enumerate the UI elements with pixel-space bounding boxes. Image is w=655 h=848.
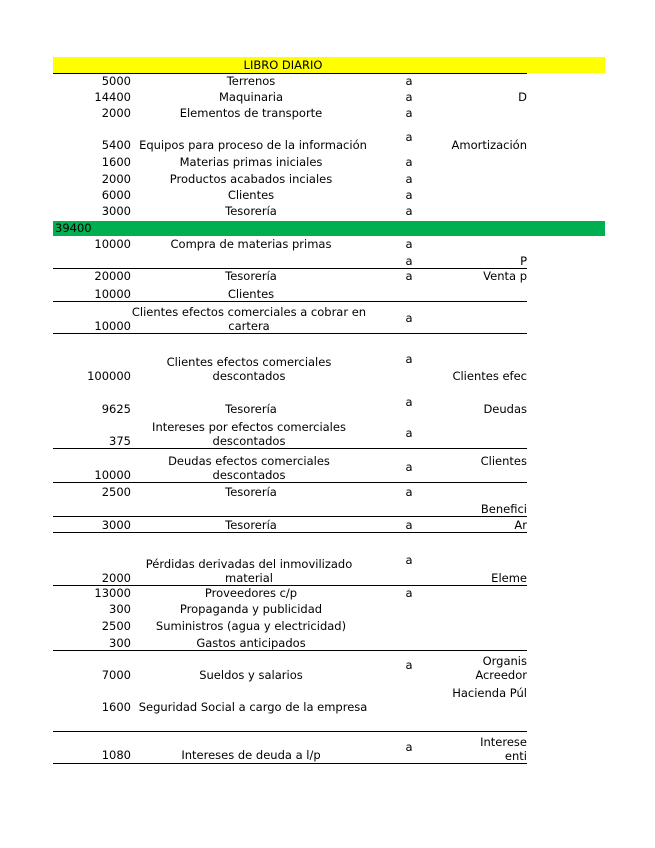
amount-cell[interactable]: 10000 <box>94 468 131 482</box>
connector-a: a <box>405 74 413 88</box>
account-cell[interactable]: Clientes <box>227 188 275 202</box>
connector-a: a <box>405 269 413 283</box>
amount-cell[interactable]: 2500 <box>101 485 131 499</box>
amount-cell[interactable]: 9625 <box>101 402 131 416</box>
entry-rule <box>53 301 527 302</box>
credit-account-cell[interactable]: Clientes efec <box>452 369 527 383</box>
account-cell[interactable]: Equipos para proceso de la información <box>139 138 367 152</box>
connector-a: a <box>405 460 413 474</box>
connector-a: a <box>405 658 413 672</box>
amount-cell[interactable]: 5400 <box>101 138 131 152</box>
credit-account-cell[interactable]: Benefici <box>480 502 527 516</box>
account-cell[interactable]: Clientes <box>227 287 275 301</box>
amount-cell[interactable]: 5000 <box>101 74 131 88</box>
connector-a: a <box>405 90 413 104</box>
entry-rule <box>53 763 527 764</box>
connector-a: a <box>405 553 413 567</box>
credit-account-cell[interactable]: Amortización <box>451 138 527 152</box>
connector-a: a <box>405 740 413 754</box>
connector-a: a <box>405 586 413 600</box>
credit-account-cell[interactable]: D <box>518 90 527 104</box>
account-cell[interactable]: Tesorería <box>225 402 277 416</box>
account-cell[interactable]: Intereses por efectos comerciales descontados <box>152 420 346 448</box>
connector-a: a <box>405 254 413 268</box>
connector-a: a <box>405 426 413 440</box>
entry-rule <box>53 650 527 651</box>
amount-cell[interactable]: 2000 <box>101 571 131 585</box>
account-cell[interactable]: Terrenos <box>226 74 276 88</box>
entry-rule <box>53 532 527 533</box>
amount-cell[interactable]: 6000 <box>101 188 131 202</box>
connector-a: a <box>405 106 413 120</box>
entry-rule <box>53 731 527 732</box>
credit-account-cell[interactable]: Interese <box>480 735 527 749</box>
account-cell[interactable]: Deudas efectos comerciales descontados <box>168 454 330 482</box>
credit-account-cell[interactable]: Ar <box>514 518 527 532</box>
amount-cell[interactable]: 1600 <box>101 155 131 169</box>
account-cell[interactable]: Proveedores c/p <box>204 586 298 600</box>
connector-a: a <box>405 188 413 202</box>
amount-cell[interactable]: 7000 <box>101 668 131 682</box>
amount-cell[interactable]: 1080 <box>101 748 131 762</box>
credit-account-cell[interactable]: Eleme <box>491 571 527 585</box>
account-cell[interactable]: Sueldos y salarios <box>199 668 303 682</box>
connector-a: a <box>405 130 413 144</box>
connector-a: a <box>405 172 413 186</box>
amount-cell[interactable]: 300 <box>109 602 131 616</box>
amount-cell[interactable]: 14400 <box>94 90 131 104</box>
account-cell[interactable]: Pérdidas derivadas del inmovilizado material <box>145 557 353 585</box>
entry-rule <box>53 516 527 517</box>
account-cell[interactable]: Gastos anticipados <box>196 636 306 650</box>
amount-cell[interactable]: 20000 <box>94 269 131 283</box>
journal-title-text: LIBRO DIARIO <box>243 58 323 72</box>
connector-a: a <box>405 485 413 499</box>
credit-account-cell[interactable]: Clientes <box>480 454 527 468</box>
account-cell[interactable]: Propaganda y publicidad <box>179 602 323 616</box>
amount-cell[interactable]: 2000 <box>101 172 131 186</box>
connector-a: a <box>405 204 413 218</box>
account-cell[interactable]: Intereses de deuda a l/p <box>181 748 321 762</box>
journal-title <box>53 57 605 73</box>
account-cell[interactable]: Tesorería <box>225 485 277 499</box>
entry-rule <box>53 333 527 334</box>
amount-cell[interactable]: 3000 <box>101 518 131 532</box>
amount-cell[interactable]: 300 <box>109 636 131 650</box>
connector-a: a <box>405 155 413 169</box>
account-cell[interactable]: Elementos de transporte <box>179 106 323 120</box>
amount-cell[interactable]: 3000 <box>101 204 131 218</box>
credit-account-cell[interactable]: Venta p <box>483 269 527 283</box>
connector-a: a <box>405 518 413 532</box>
credit-account-cell[interactable]: Hacienda Púl <box>452 686 527 700</box>
amount-cell[interactable]: 1600 <box>101 700 131 714</box>
credit-account-cell[interactable]: Acreedor <box>475 668 527 682</box>
account-cell[interactable]: Clientes efectos comerciales a cobrar en cartera <box>131 305 367 333</box>
account-cell[interactable]: Materias primas iniciales <box>179 155 323 169</box>
account-cell[interactable]: Tesorería <box>225 269 277 283</box>
amount-cell[interactable]: 2500 <box>101 619 131 633</box>
account-cell[interactable]: Tesorería <box>225 518 277 532</box>
credit-account-cell[interactable]: Deudas <box>483 402 527 416</box>
credit-account-cell[interactable]: Organis <box>482 654 527 668</box>
total-band <box>53 221 605 236</box>
account-cell[interactable]: Compra de materias primas <box>170 237 332 251</box>
credit-account-cell[interactable]: P <box>520 254 527 268</box>
account-cell[interactable]: Suministros (agua y electricidad) <box>155 619 347 633</box>
connector-a: a <box>405 395 413 409</box>
account-cell[interactable]: Tesorería <box>225 204 277 218</box>
amount-cell[interactable]: 10000 <box>94 237 131 251</box>
connector-a: a <box>405 311 413 325</box>
amount-cell[interactable]: 100000 <box>87 369 131 383</box>
entry-rule <box>53 448 527 449</box>
connector-a: a <box>405 352 413 366</box>
amount-cell[interactable]: 375 <box>109 434 131 448</box>
account-cell[interactable]: Productos acabados inciales <box>169 172 333 186</box>
amount-cell[interactable]: 13000 <box>94 586 131 600</box>
amount-cell[interactable]: 10000 <box>94 287 131 301</box>
account-cell[interactable]: Seguridad Social a cargo de la empresa <box>138 700 368 714</box>
amount-cell[interactable]: 10000 <box>94 319 131 333</box>
connector-a: a <box>405 237 413 251</box>
account-cell[interactable]: Maquinaria <box>218 90 284 104</box>
account-cell[interactable]: Clientes efectos comerciales descontados <box>166 355 332 383</box>
total-amount[interactable]: 39400 <box>55 221 92 235</box>
entry-rule <box>53 482 527 483</box>
amount-cell[interactable]: 2000 <box>101 106 131 120</box>
credit-account-cell[interactable]: enti <box>504 749 527 763</box>
